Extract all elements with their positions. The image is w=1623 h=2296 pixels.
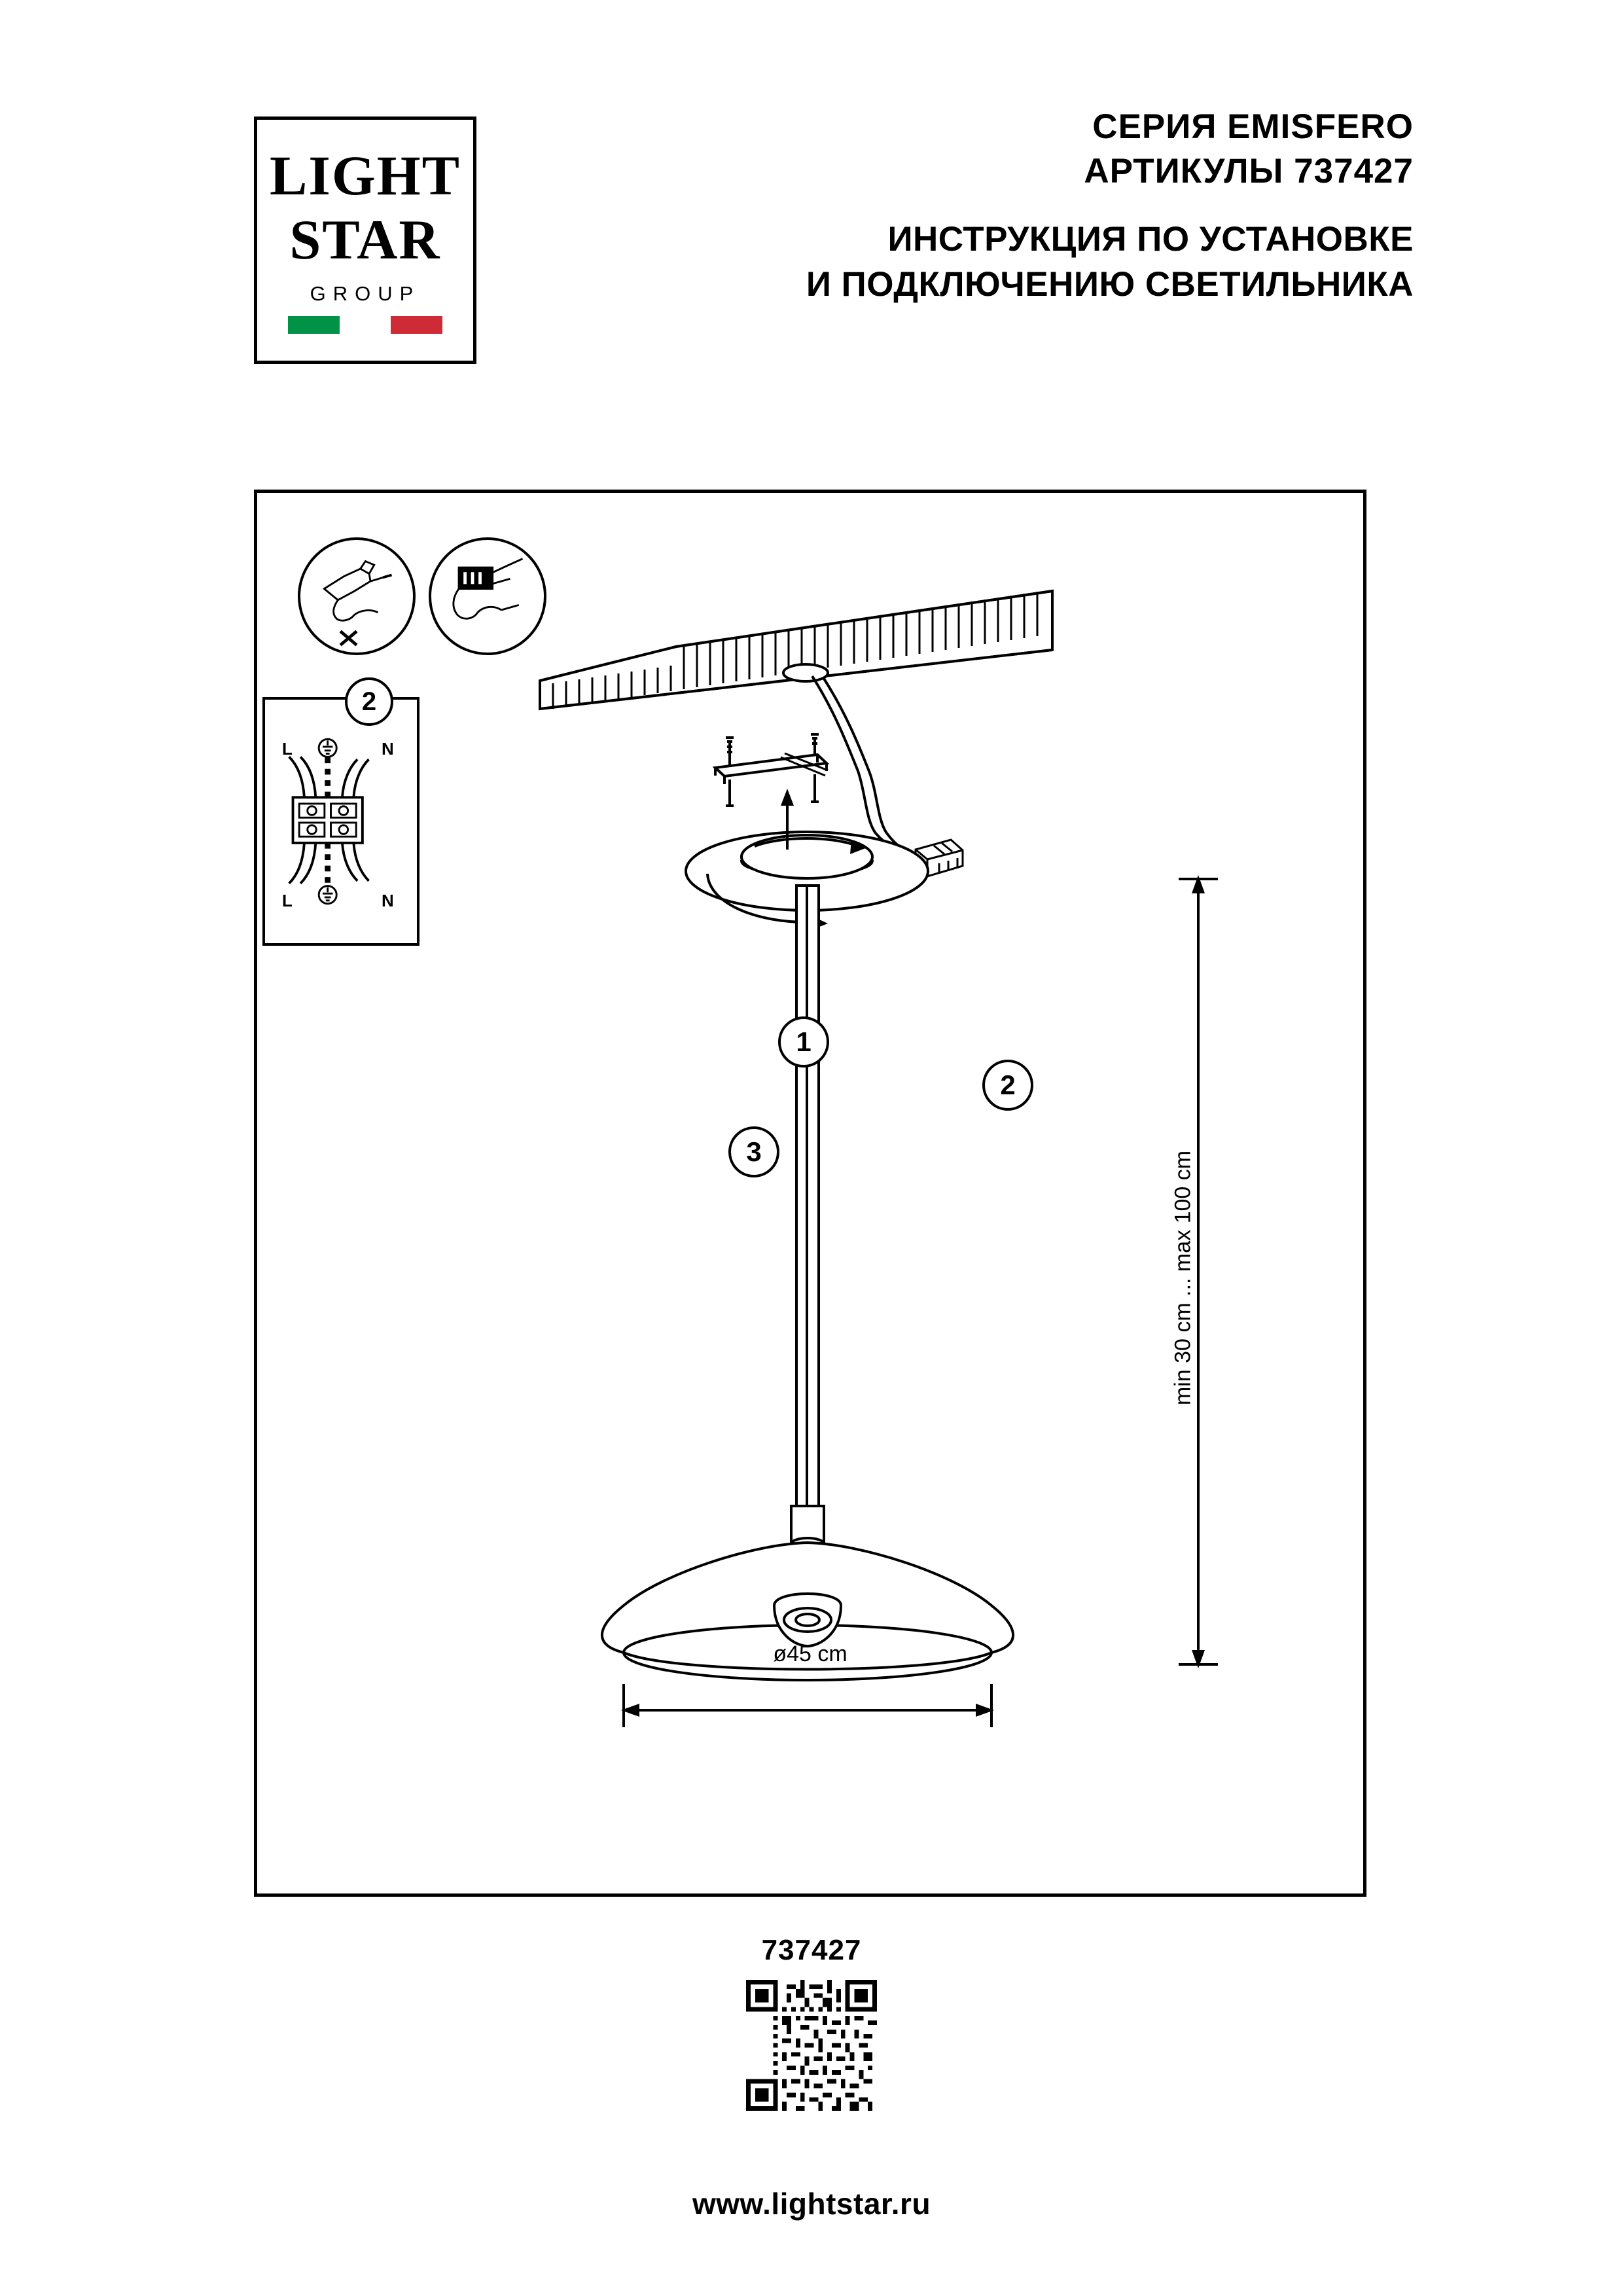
website-url: www.lightstar.ru bbox=[692, 2187, 931, 2221]
instruction-title-line1: ИНСТРУКЦИЯ ПО УСТАНОВКЕ bbox=[887, 219, 1414, 259]
ceiling-slab bbox=[540, 591, 1052, 709]
wiring-label-L-top: L bbox=[282, 739, 293, 759]
footer-article-code: 737427 bbox=[761, 1934, 862, 1966]
article-line: АРТИКУЛЫ 737427 bbox=[1084, 151, 1414, 190]
logo-text-group: GROUP bbox=[310, 282, 421, 305]
wiring-label-N-top: N bbox=[382, 739, 394, 759]
step-1-marker: 1 bbox=[778, 1016, 829, 1067]
qr-code-graphic bbox=[746, 1980, 877, 2111]
brand-logo bbox=[254, 117, 476, 364]
suspension-rod bbox=[796, 886, 819, 1514]
horizontal-dimension-line bbox=[621, 1684, 994, 1727]
horizontal-dimension-label: ø45 cm bbox=[773, 1641, 847, 1666]
wiring-step-number: 2 bbox=[345, 677, 393, 726]
installation-diagram-frame bbox=[254, 490, 1366, 1897]
wiring-label-L-bottom: L bbox=[282, 891, 293, 910]
logo-text-star: STAR bbox=[289, 208, 441, 271]
qr-code bbox=[746, 1980, 877, 2111]
series-line: СЕРИЯ EMISFERO bbox=[1092, 107, 1414, 146]
wiring-label-N-bottom: N bbox=[382, 891, 394, 910]
instruction-title-line2: И ПОДКЛЮЧЕНИЮ СВЕТИЛЬНИКА bbox=[806, 264, 1414, 304]
page-header bbox=[0, 0, 1623, 406]
step-3-marker: 3 bbox=[728, 1126, 779, 1177]
logo-text-light: LIGHT bbox=[270, 144, 461, 207]
vertical-dimension-label: min 30 cm ... max 100 cm bbox=[1170, 1150, 1196, 1406]
header-text-block bbox=[497, 105, 1414, 307]
italian-flag-icon bbox=[288, 316, 442, 334]
step-2-marker: 2 bbox=[982, 1060, 1033, 1111]
lamp-assembly-drawing bbox=[257, 493, 1363, 1893]
mounting-bracket bbox=[715, 734, 828, 806]
